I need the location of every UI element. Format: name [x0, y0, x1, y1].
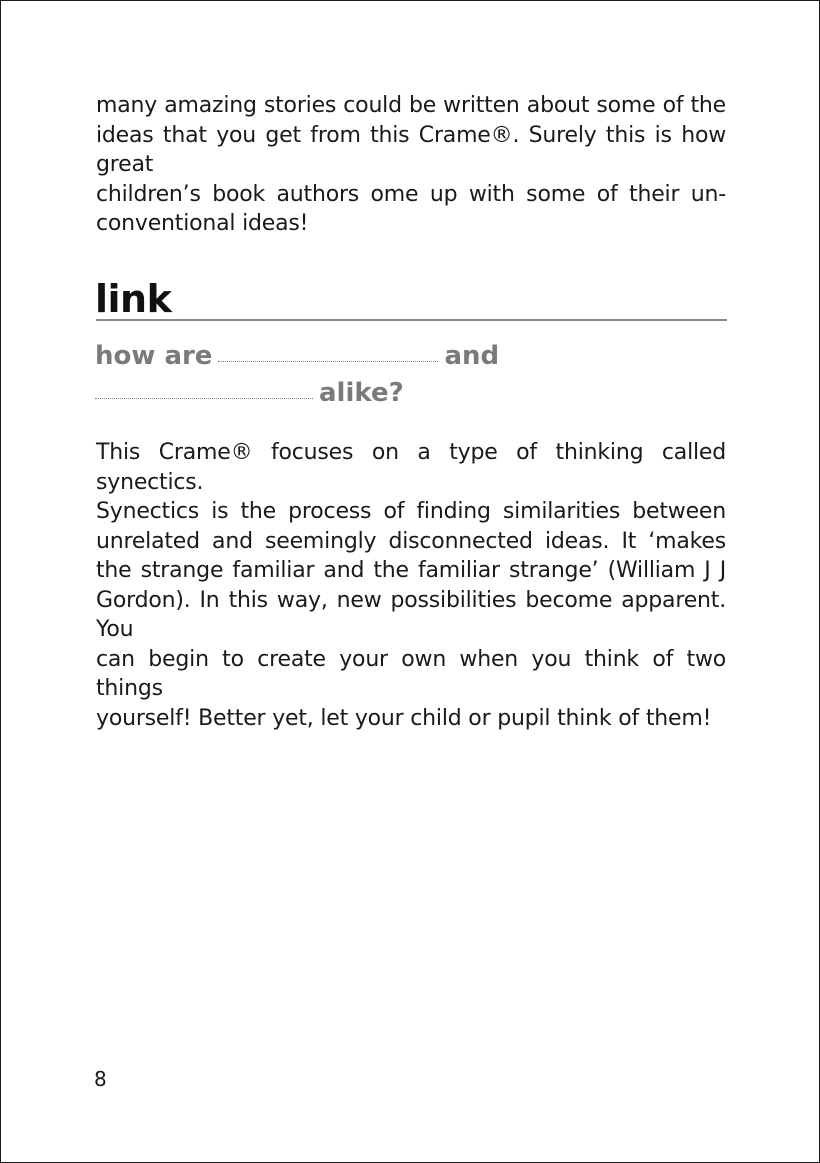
prompt-line-1 — [95, 341, 499, 371]
prompt-how-are: how are — [95, 341, 213, 371]
body-line: the strange familiar and the familiar strange’ (William J J — [96, 558, 726, 583]
intro-paragraph — [96, 91, 726, 239]
intro-line: conventional ideas! — [96, 211, 309, 236]
prompt-and: and — [444, 341, 500, 371]
body-line: Synectics is the process of finding similarities between — [96, 499, 726, 524]
body-line: This Crame® focuses on a type of thinking called synectics. — [96, 440, 726, 495]
section-title: link — [95, 277, 172, 321]
section-divider — [96, 319, 727, 321]
page-number: 8 — [94, 1067, 107, 1091]
prompt-line-2 — [95, 378, 404, 408]
intro-line: many amazing stories could be written about some of the — [96, 93, 726, 118]
blank-fill-line-1 — [218, 361, 438, 362]
body-line: Gordon). In this way, new possibilities become apparent. You — [96, 587, 726, 642]
prompt-alike: alike? — [319, 378, 404, 408]
body-line: unrelated and seemingly disconnected ideas. It ‘makes — [96, 528, 726, 554]
body-paragraph — [96, 438, 726, 733]
intro-line: ideas that you get from this Crame®. Surely this is how great — [96, 122, 726, 177]
blank-fill-line-2 — [95, 398, 313, 399]
body-line: yourself! Better yet, let your child or pupil think of them! — [96, 705, 712, 731]
body-line: can begin to create your own when you think of two things — [96, 646, 726, 701]
intro-line: children’s book authors ome up with some of their un- — [96, 181, 726, 207]
